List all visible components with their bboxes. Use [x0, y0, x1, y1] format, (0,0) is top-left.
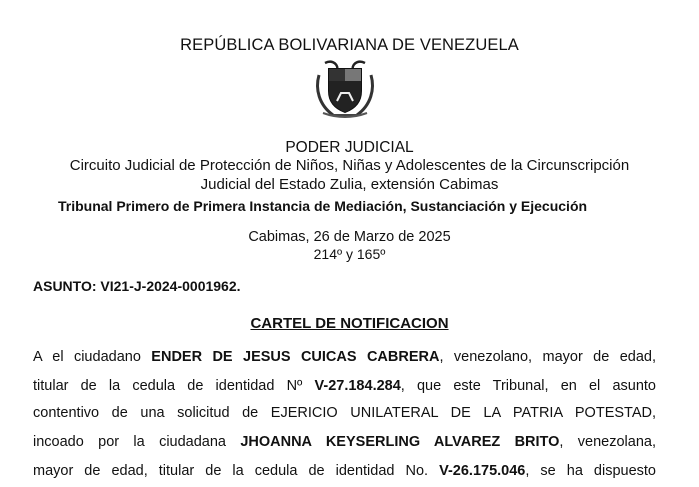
tribunal-heading: Tribunal Primero de Primera Instancia de Mediación, Sustanciación y Ejecución — [58, 198, 588, 214]
body-text: , venezolano, mayor de edad, — [439, 349, 656, 365]
coat-of-arms-icon — [311, 57, 379, 121]
judicial-power-heading: PODER JUDICIAL — [285, 139, 414, 156]
body-line-4 — [33, 434, 656, 450]
body-text: titular de la cedula de identidad Nº — [33, 378, 315, 394]
citizen-id: V-27.184.284 — [314, 378, 401, 394]
petitioner-id: V-26.175.046 — [439, 463, 526, 479]
case-number: ASUNTO: VI21-J-2024-0001962. — [33, 278, 241, 294]
citizen-name: ENDER DE JESUS CUICAS CABRERA — [151, 349, 440, 365]
body-text: incoado por la ciudadana — [33, 434, 241, 450]
country-heading: REPÚBLICA BOLIVARIANA DE VENEZUELA — [180, 36, 519, 54]
petitioner-name: JHOANNA KEYSERLING ALVAREZ BRITO — [240, 434, 560, 450]
body-text: mayor de edad, titular de la cedula de identidad No. — [33, 463, 440, 479]
body-text: , se ha dispuesto — [525, 463, 656, 479]
circuit-heading-line2: Judicial del Estado Zulia, extensión Cabimas — [200, 176, 499, 193]
body-line-5 — [33, 463, 656, 479]
place-date: Cabimas, 26 de Marzo de 2025 — [248, 229, 451, 245]
body-text: A el ciudadano — [33, 349, 152, 365]
body-line-3: contentivo de una solicitud de EJERICIO UNILATERAL DE LA PATRIA POTESTAD, — [33, 405, 656, 421]
document-title: CARTEL DE NOTIFICACION — [250, 315, 449, 332]
years-line: 214º y 165º — [313, 246, 386, 262]
body-line-1 — [33, 349, 656, 365]
body-text: , venezolana, — [559, 434, 656, 450]
body-text: , que este Tribunal, en el asunto — [400, 378, 656, 394]
body-line-2 — [33, 378, 656, 394]
circuit-heading-line1: Circuito Judicial de Protección de Niños, Niñas y Adolescentes de la Circunscripción — [69, 157, 630, 174]
